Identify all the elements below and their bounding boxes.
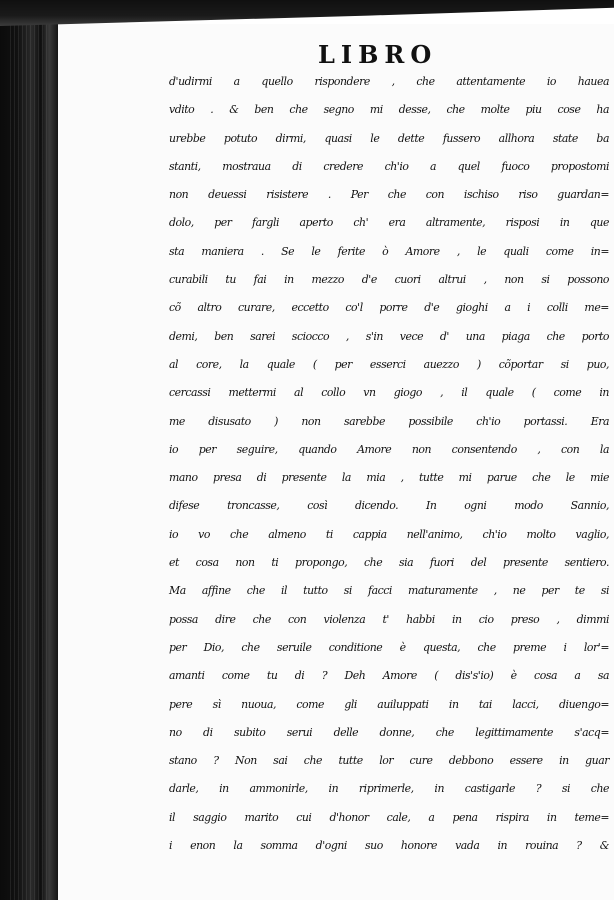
body-text	[169, 68, 609, 860]
text-line: i enon la somma d'ogni suo honore vada in rouina ? &	[169, 839, 609, 853]
text-line: stano ? Non sai che tutte lor cure debbono essere in guar	[169, 754, 609, 768]
text-line: d'udirmi a quello rispondere , che attentamente io hauea	[169, 75, 609, 88]
text-line: demi, ben sarei sciocco , s'in vece d' una piaga che porto	[169, 329, 609, 343]
text-line: darle, in ammonirle, in riprimerle, in castigarle ? si che	[169, 782, 609, 796]
text-line: non deuessi risistere . Per che con ischiso riso guardan=	[169, 188, 609, 202]
text-line: vdito . & ben che segno mi desse, che molte piu cose ha	[169, 103, 609, 117]
text-line: difese troncasse, così dicendo. In ogni modo Sannio,	[169, 499, 609, 513]
running-head: LIBRO	[318, 40, 438, 69]
text-line: et cosa non ti propongo, che sia fuori del presente sentiero.	[169, 556, 609, 570]
text-line: urebbe potuto dirmi, quasi le dette fussero allhora state ba	[169, 131, 609, 145]
text-line: mano presa di presente la mia , tutte mi parue che le mie	[169, 471, 609, 485]
text-line: possa dire che con violenza t' habbi in cio preso , dimmi	[169, 612, 609, 626]
page-stack-edge	[10, 20, 50, 900]
text-line: amanti come tu di ? Deh Amore ( dis's'io) è cosa a sa	[169, 669, 609, 683]
text-line: io per seguire, quando Amore non consentendo , con la	[169, 442, 609, 456]
text-line: me disusato ) non sarebbe possibile ch'io portassi. Era	[169, 414, 609, 428]
text-line: cõ altro curare, eccetto co'l porre d'e gioghi a i colli me=	[169, 301, 609, 315]
text-line: il saggio marito cui d'honor cale, a pena rispira in teme=	[169, 810, 609, 824]
text-line: io vo che almeno ti cappia nell'animo, ch'io molto vaglio,	[169, 527, 609, 541]
text-line: al core, la quale ( per esserci auezzo ) cõportar si puo,	[169, 357, 609, 371]
text-line: curabili tu fai in mezzo d'e cuori altrui , non si possono	[169, 273, 609, 287]
text-line: per Dio, che seruile conditione è questa, che preme i lor'=	[169, 640, 609, 654]
text-line: dolo, per fargli aperto ch' era altramente, risposi in que	[169, 216, 609, 230]
text-line: no di subito serui delle donne, che legittimamente s'acq=	[169, 725, 609, 739]
text-line: Ma affine che il tutto si facci maturamente , ne per te si	[169, 584, 609, 598]
text-line: sta maniera . Se le ferite ò Amore , le quali come in=	[169, 244, 609, 258]
scan-top-shadow	[0, 0, 614, 26]
text-line: cercassi mettermi al collo vn giogo , il quale ( come in	[169, 386, 609, 400]
text-line: stanti, mostraua di credere ch'io a quel fuoco propostomi	[169, 159, 609, 173]
text-line: pere sì nuoua, come gli auiluppati in tai lacci, diuengo=	[169, 697, 609, 711]
